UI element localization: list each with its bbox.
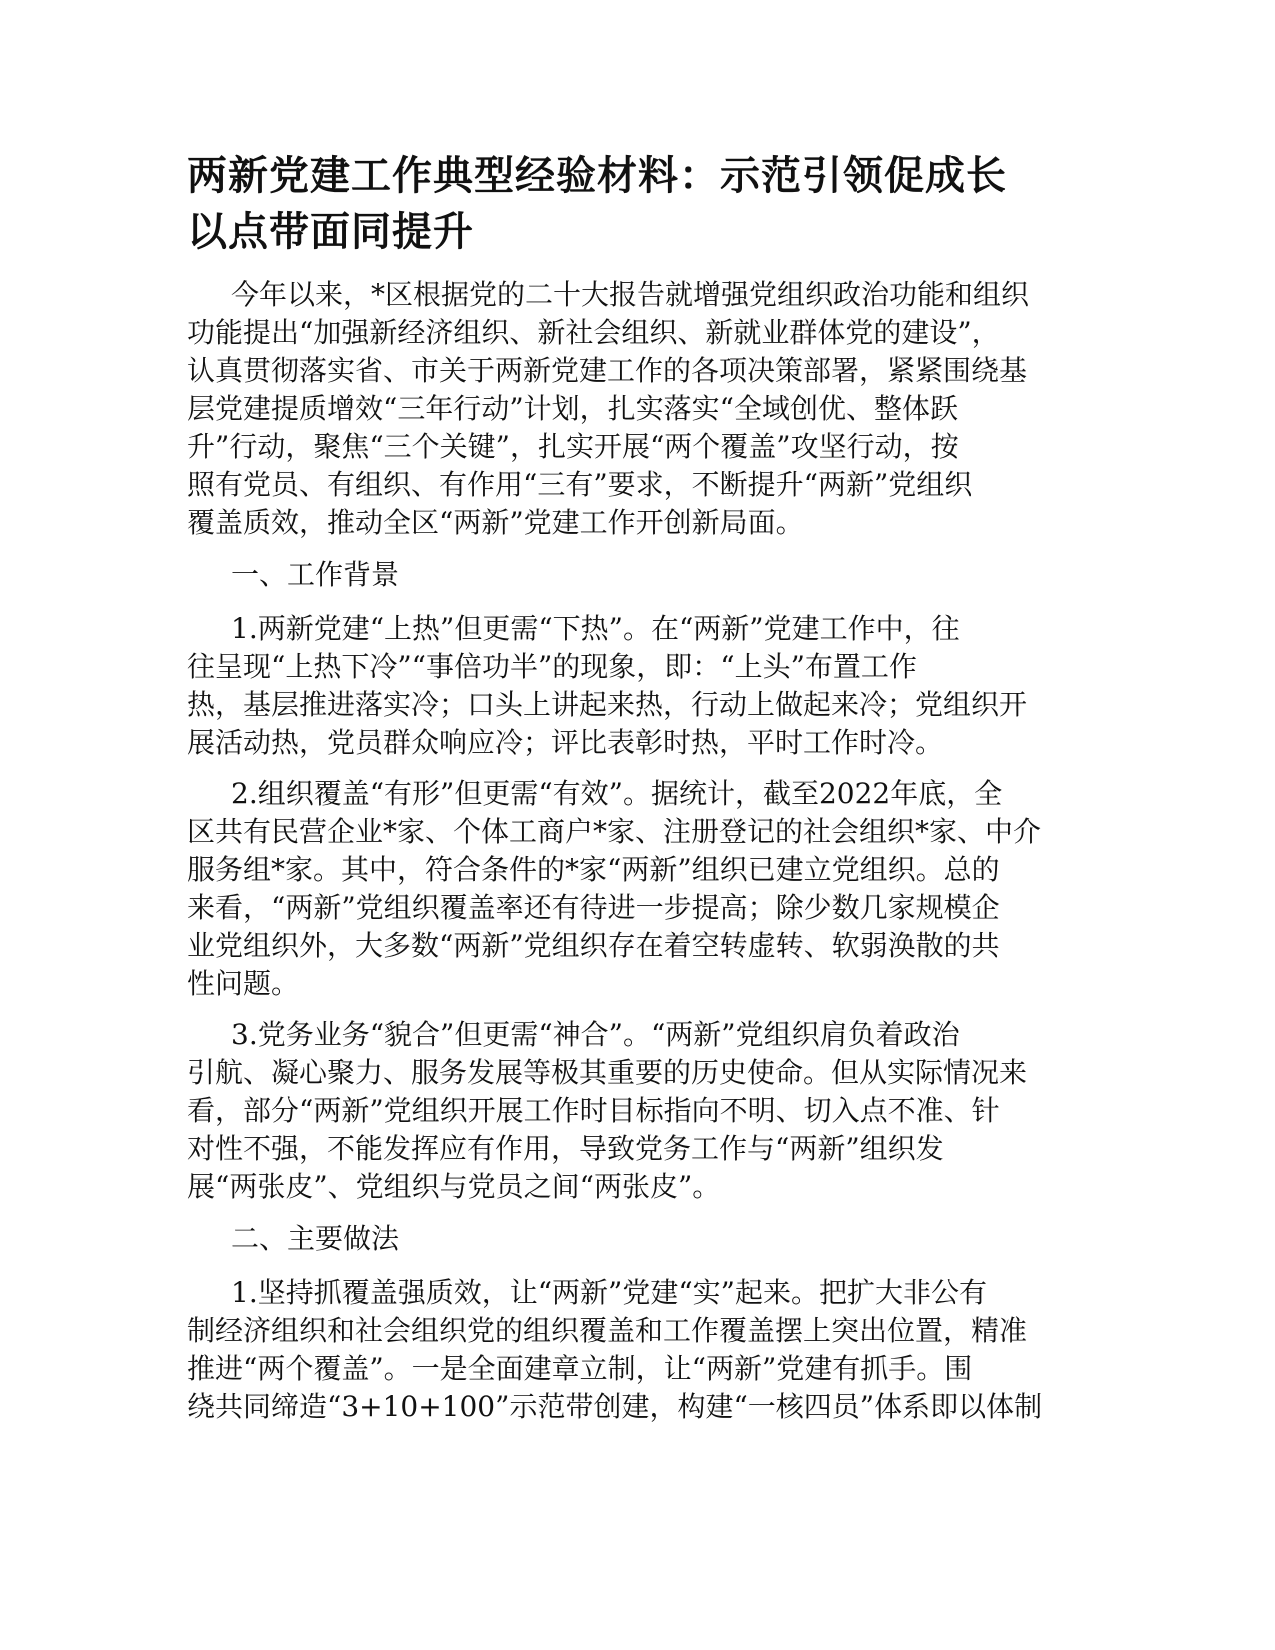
paragraph-line: 性问题。 xyxy=(187,967,300,1000)
paragraph-line: 照有党员、有组织、有作用“三有”要求，不断提升“两新”党组织 xyxy=(187,468,973,501)
paragraph-line: 来看，“两新”党组织覆盖率还有待进一步提高；除少数几家规模企 xyxy=(187,891,1000,924)
paragraph-line: 今年以来，*区根据党的二十大报告就增强党组织政治功能和组织 xyxy=(231,278,1030,311)
paragraph-line: 1.两新党建“上热”但更需“下热”。在“两新”党建工作中，往 xyxy=(231,612,960,645)
paragraph-line: 推进“两个覆盖”。一是全面建章立制，让“两新”党建有抓手。围 xyxy=(187,1352,973,1385)
paragraph-line: 2.组织覆盖“有形”但更需“有效”。据统计，截至2022年底，全 xyxy=(231,777,1003,810)
paragraph-line: 制经济组织和社会组织党的组织覆盖和工作覆盖摆上突出位置，精准 xyxy=(187,1314,1028,1347)
paragraph-line: 服务组*家。其中，符合条件的*家“两新”组织已建立党组织。总的 xyxy=(187,853,1000,886)
paragraph-line: 对性不强，不能发挥应有作用，导致党务工作与“两新”组织发 xyxy=(187,1132,944,1165)
document-body xyxy=(187,276,1087,1439)
intro-paragraph xyxy=(187,276,1087,542)
paragraph-line: 层党建提质增效“三年行动”计划，扎实落实“全域创优、整体跃 xyxy=(187,392,958,425)
section-heading xyxy=(187,556,1087,594)
paragraph-line: 往呈现“上热下冷”“事倍功半”的现象，即：“上头”布置工作 xyxy=(187,650,917,683)
paragraph-line: 认真贯彻落实省、市关于两新党建工作的各项决策部署，紧紧围绕基 xyxy=(187,354,1028,387)
paragraph-line: 3.党务业务“貌合”但更需“神合”。“两新”党组织肩负着政治 xyxy=(231,1018,960,1051)
paragraph-line: 1.坚持抓覆盖强质效，让“两新”党建“实”起来。把扩大非公有 xyxy=(231,1276,987,1309)
title-line: 两新党建工作典型经验材料：示范引领促成长 xyxy=(187,153,1007,199)
section-heading-text: 一、工作背景 xyxy=(231,558,400,591)
body-paragraph xyxy=(187,1016,1087,1206)
paragraph-line: 升”行动，聚焦“三个关键”，扎实开展“两个覆盖”攻坚行动，按 xyxy=(187,430,959,463)
paragraph-line: 功能提出“加强新经济组织、新社会组织、新就业群体党的建设”， xyxy=(187,316,1000,349)
section-heading xyxy=(187,1220,1087,1258)
paragraph-line: 业党组织外，大多数“两新”党组织存在着空转虚转、软弱涣散的共 xyxy=(187,929,1000,962)
body-paragraph xyxy=(187,775,1087,1003)
paragraph-line: 区共有民营企业*家、个体工商户*家、注册登记的社会组织*家、中介 xyxy=(187,815,1042,848)
body-paragraph xyxy=(187,610,1087,762)
paragraph-line: 绕共同缔造“3+10+100”示范带创建，构建“一核四员”体系即以体制 xyxy=(187,1390,1043,1423)
section-heading-text: 二、主要做法 xyxy=(231,1222,400,1255)
title-line: 以点带面同提升 xyxy=(187,209,474,255)
paragraph-line: 看，部分“两新”党组织开展工作时目标指向不明、切入点不准、针 xyxy=(187,1094,1000,1127)
paragraph-line: 覆盖质效，推动全区“两新”党建工作开创新局面。 xyxy=(187,506,804,539)
paragraph-line: 展“两张皮”、党组织与党员之间“两张皮”。 xyxy=(187,1170,721,1203)
paragraph-line: 引航、凝心聚力、服务发展等极其重要的历史使命。但从实际情况来 xyxy=(187,1056,1028,1089)
paragraph-line: 热，基层推进落实冷；口头上讲起来热，行动上做起来冷；党组织开 xyxy=(187,688,1028,721)
body-paragraph xyxy=(187,1274,1087,1426)
paragraph-line: 展活动热，党员群众响应冷；评比表彰时热，平时工作时冷。 xyxy=(187,726,944,759)
document-title xyxy=(187,148,1087,260)
